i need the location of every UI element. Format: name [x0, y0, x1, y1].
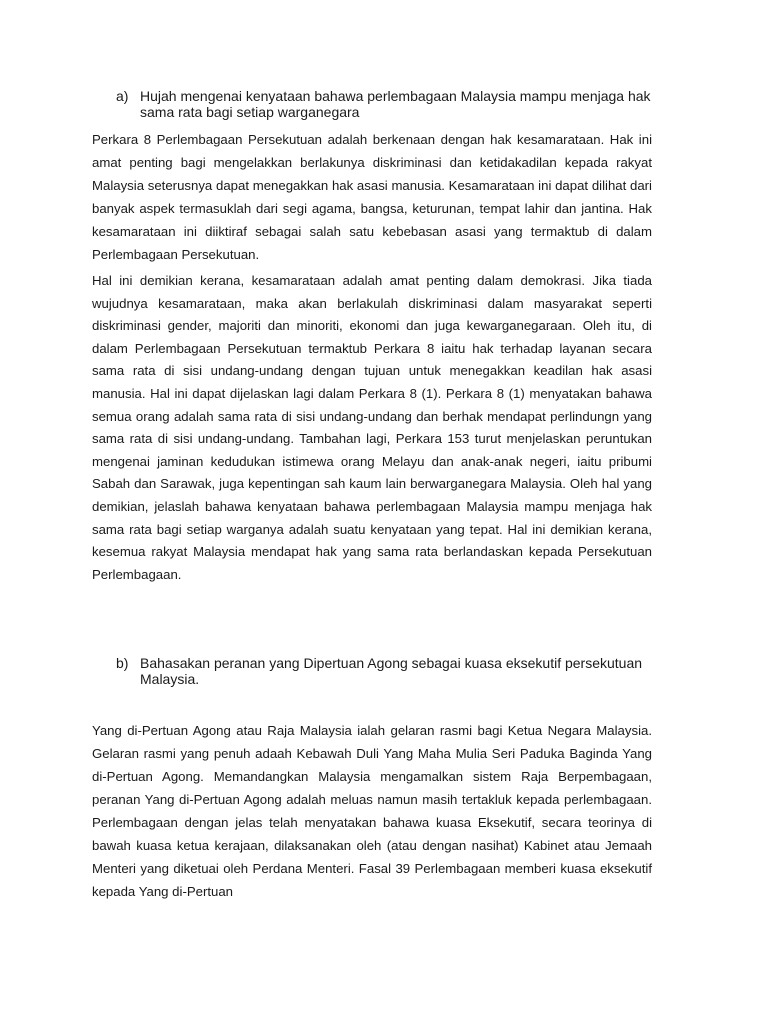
- question-b-text: Bahasakan peranan yang Dipertuan Agong sebagai kuasa eksekutif persekutuan Malaysia.: [140, 655, 643, 687]
- question-a-marker: a): [116, 88, 129, 104]
- question-b-marker: b): [116, 655, 129, 671]
- answer-a-paragraph-2: Hal ini demikian kerana, kesamarataan adalah amat penting dalam demokrasi. Jika tiada wujudnya kesamarataan, maka akan berlakulah diskriminasi dalam masyarakat seperti diskriminasi gender, majoriti dan minoriti, ekonomi dan juga kewarganegaraan. Oleh itu, di dalam Perlembagaan Persekutuan termaktub Perkara 8 iaitu hak terhadap layanan secara sama rata di sisi undang-undang dengan tujuan untuk menegakkan keadilan hak asasi manusia. Hal ini dapat dijelaskan lagi dalam Perkara 8 (1). Perkara 8 (1) menyatakan bahawa semua orang adalah sama rata di sisi undang-undang dan berhak mendapat perlindungn yang sama rata di sisi undang-undang. Tambahan lagi, Perkara 153 turut menjelaskan peruntukan mengenai jaminan kedudukan istimewa orang Melayu dan anak-anak negeri, iaitu pribumi Sabah dan Sarawak, juga kepentingan sah kaum lain berwarganegara Malaysia. Oleh hal yang demikian, jelaslah bahawa kenyataan bahawa perlembagaan Malaysia mampu menjaga hak sama rata bagi setiap warganya adalah suatu kenyataan yang tepat. Hal ini demikian kerana, kesemua rakyat Malaysia mendapat hak yang sama rata berlandaskan kepada Persekutuan Perlembagaan.: [92, 273, 652, 582]
- question-b: [116, 655, 656, 687]
- question-a: [116, 88, 656, 120]
- answer-a-paragraph-1: Perkara 8 Perlembagaan Persekutuan adalah berkenaan dengan hak kesamarataan. Hak ini amat penting bagi mengelakkan berlakunya diskriminasi dan ketidakadilan kepada rakyat Malaysia seterusnya dapat menegakkan hak asasi manusia. Kesamarataan ini dapat dilihat dari banyak aspek termasuklah dari segi agama, bangsa, keturunan, tempat lahir dan jantina. Hak kesamarataan ini diiktiraf sebagai salah satu kebebasan asasi yang termaktub di dalam Perlembagaan Persekutuan.: [92, 132, 652, 262]
- answer-b-paragraph-1: Yang di-Pertuan Agong atau Raja Malaysia ialah gelaran rasmi bagi Ketua Negara Malaysia. Gelaran rasmi yang penuh adaah Kebawah Duli Yang Maha Mulia Seri Paduka Baginda Yang di-Pertuan Agong. Memandangkan Malaysia mengamalkan sistem Raja Berpembagaan, peranan Yang di-Pertuan Agong adalah meluas namun masih tertakluk kepada perlembagaan. Perlembagaan dengan jelas telah menyatakan bahawa kuasa Eksekutif, secara teorinya di bawah kuasa ketua kerajaan, dilaksanakan oleh (atau dengan nasihat) Kabinet atau Jemaah Menteri yang diketuai oleh Perdana Menteri. Fasal 39 Perlembagaan memberi kuasa eksekutif kepada Yang di-Pertuan: [92, 723, 652, 899]
- question-a-text: Hujah mengenai kenyataan bahawa perlembagaan Malaysia mampu menjaga hak sama rata bagi setiap warganegara: [140, 88, 651, 120]
